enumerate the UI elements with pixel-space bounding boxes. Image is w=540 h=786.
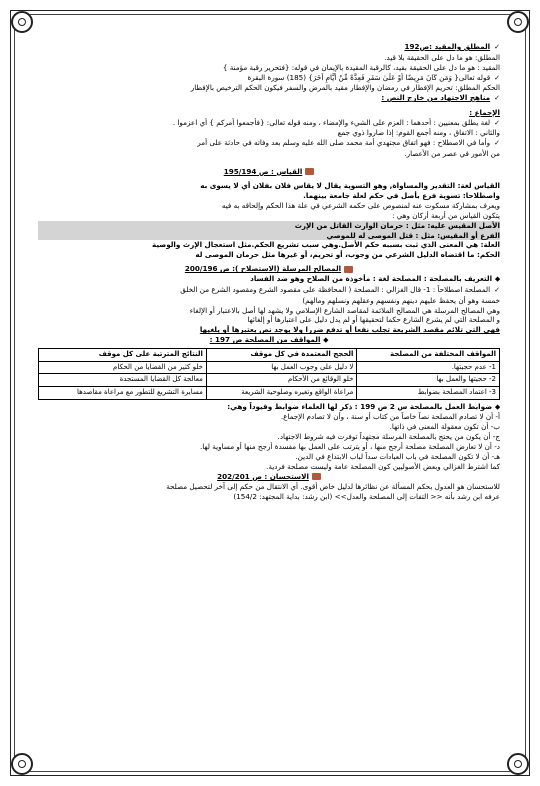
text-line [38,108,500,118]
line-text: و المصلحة التي لم يشرع الشارع حكما لتحقيقها أو لم يدل دليل على اعتبارها أو إلغائها [247,315,500,325]
line-text: خمسة وهو أن يحفظ عليهم دينهم ونفسهم وعقلهم ونسلهم ومالهم) [302,295,500,305]
book-icon [312,473,321,480]
table-cell: مراعاة الواقع وتغيره وصلوحية الشريعة [206,386,357,399]
check-icon: ✓ [494,94,500,103]
text-line [38,306,500,316]
text-line [38,128,500,138]
line-text: المصلحة اصطلاحاً : 1- قال الغزالي : المصلحة ( المحافظة على مقصود الشرع ومقصود الشرع من الخلق [180,284,491,294]
line-text: الحكم المطلق: تحريم الإفطار في رمضان والإفطار مقيد بالمرض والسفر فيكون الحكم الترخيص بالإفطار [190,83,500,93]
text-line [38,432,500,442]
table-cell: 3- اعتماد المصلحة بضوابط [357,386,500,399]
text-line [38,274,500,285]
line-text: المطلق والمقيد :ص192 [404,42,491,51]
corner-ornament [507,11,529,33]
table-cell: لا دليل على وجوب العمل بها [206,361,357,374]
line-text: ج- أن يكون من يحتج بالمصلحة المرسلة مجتهداً توفرت فيه شروط الاجتهاد. [277,432,500,442]
text-line [38,201,500,211]
book-icon [344,266,353,273]
spacer [38,159,500,167]
document-body [38,42,500,502]
text-line [38,181,500,191]
section-bottom [38,402,500,502]
text-line [38,63,500,73]
line-text: ضوابط العمل بالمصلحة س 2 ص 199 : ذكر لها العلماء ضوابط وقيوداً وهي: [227,401,493,411]
text-line [38,53,500,63]
line-text: الاستحسان : ص 202/201 [217,471,309,481]
text-line [38,83,500,93]
line-text: د- أن لا تعارض المصلحة مصلحة أرجح منها ، أو يترتب على العمل بها مفسدة أرجح منها أو مساوية لها. [200,442,500,452]
line-text: كما اشترط الغزالي وبعض الأصوليين كون المصلحة عامة وليست مصلحة فردية. [266,461,500,471]
table-row [39,386,500,399]
line-text: المواقف من المصلحة ص 197 : [209,335,321,345]
table-header-cell: الحجج المعتمدة في كل موقف [206,349,357,362]
text-line [38,462,500,472]
line-text: لغة يطلق بمعنيين : أحدهما : العزم على الشيء والإمضاء ، ومنه قوله تعالى: {فأجمعوا أمركم } أي اعزموا . [172,117,491,127]
line-text: مناهج الاجتهاد من خارج النص : [381,93,491,103]
text-line [38,73,500,84]
table-cell: خلو الوقائع من الأحكام [206,374,357,387]
text-line [38,315,500,325]
line-text: قوله تعالى{ وَمَن كَانَ مَرِيضًا أَوْ عَلَىٰ سَفَرٍ فَعِدَّةٌ مِّنْ أَيَّامٍ أُخَرَ} (185) سورة البقرة [247,72,491,82]
corner-ornament [11,11,33,33]
text-line [38,482,500,492]
table-header-row [39,349,500,362]
corner-ornament [11,753,33,775]
table-cell: معالجة كل القضايا المستجدة [39,374,207,387]
text-line [38,442,500,452]
text-line [38,412,500,422]
text-line [38,42,500,53]
table-header-cell: النتائج المترتبة على كل موقف [39,349,207,362]
line-text: وأما في الاصطلاح : فهو اتفاق مجتهدي أمة محمد صلى الله عليه وسلم بعد وفاته في حادثة على أمر [197,138,491,148]
check-icon: ✓ [494,139,500,148]
text-line [38,93,500,104]
text-line [38,285,500,296]
text-line [38,402,500,413]
line-text: المطلق: هو ما دل على الحقيقة بلا قيد. [384,52,500,62]
line-text: يتكون القياس من أربعة أركان وهي : [392,210,500,220]
text-line [38,167,500,177]
text-line [38,211,500,221]
line-text: وهي المصالح المرسلة هي المصالح الملائمة لمقاصد الشارع الإسلامي ولا يشهد لها أصل بالاعتبار أو الإلغاء [189,305,500,315]
line-text: للاستحسان هو العدول بحكم المسألة عن نظائرها لدليل خاص أقوى. أي الانتقال من حكم إلى آخر لتحصيل مصلحة [166,481,500,491]
line-text: واصطلاحا: تسوية فرع بأصل في حكم لعلة جامعة بينهما. [303,190,500,200]
line-text: الفرع أو المقيس: مثل : قتل الموصى له للموصي [326,230,500,240]
section-top [38,42,500,346]
text-line [38,325,500,335]
line-text: والثاني : الاتفاق ، ومنه أجمع القوم: إذا صاروا ذوي جمع [337,128,500,138]
line-text: الأصل المقيس عليه: مثل : حرمان الوارث القاتل من الإرث [294,220,500,230]
text-line [38,138,500,149]
corner-ornament [507,753,529,775]
text-line [38,452,500,462]
text-line [38,264,500,274]
text-line [38,240,500,250]
text-line [38,335,500,346]
line-text: التعريف بالمصلحة : المصلحة لغة : مأخوذة من الصلاح وهو ضد الفساد [250,274,493,284]
line-text: أ- أن لا تصادم المصلحة نصاً خاصاً من كتاب أو سنة ، وأن لا تصادم الإجماع. [280,412,500,422]
check-icon: ✓ [494,285,500,294]
text-line [38,296,500,306]
line-text: العلة: هي المعنى الذي ثبت بسببه حكم الأصل.وهي سبب تشريع الحكم.مثل استعجال الإرث والوصية [151,240,500,250]
line-text: الإجماع : [469,107,500,117]
line-text: القياس : ص 195/194 [223,166,303,176]
text-line [38,231,500,241]
table-header-cell: المواقف المختلفة من المصلحة [357,349,500,362]
line-text: عرفه ابن رشد بأنه << التفات إلى المصلحة والعدل>> (ابن رشد: بداية المجتهد: 154/2) [233,491,500,501]
line-text: المقيد : هو ما دل على الحقيقة بقيد، كالرقبة المقيدة بالإيمان في قوله: {فتحرير رقبة مؤمنة } [222,62,500,72]
line-text: من الأمور في عصر من الأعصار. [404,148,500,158]
text-line [38,422,500,432]
bullet-icon: ⬥ [323,336,329,345]
table-cell: 2- حجيتها والعمل بها [357,374,500,387]
line-text: الحكم: ما اقتضاه الدليل الشرعي من وجوب، أو تحريم، أو غيرها مثل حرمان الموصى له [195,250,500,260]
table-body [39,361,500,399]
bullet-icon: ⬥ [495,275,500,284]
text-line [38,472,500,482]
table-row [39,361,500,374]
text-line [38,492,500,502]
text-line [38,191,500,201]
text-line [38,118,500,129]
check-icon: ✓ [494,73,500,82]
line-text: ب- أن تكون معقولة المعنى في ذاتها. [389,422,500,432]
line-text: القياس لغة: التقدير والمساواة, وهو التسوية يقال لا يقاس فلان بفلان أي لا يسوى به [200,180,500,190]
text-line [38,250,500,260]
check-icon: ✓ [494,43,500,51]
table-cell: مسايرة التشريع للتطور مع مراعاة مقاصدها [39,386,207,399]
line-text: هـ- أن لا تكون المصلحة في باب العبادات سداً لباب الابتداع في الدين. [295,452,500,462]
line-text: المصالح المرسلة (الاستصلاح ): ص 200/196 [184,264,342,274]
positions-table [38,348,500,400]
check-icon: ✓ [494,118,500,127]
bullet-icon: ⬥ [495,402,500,411]
table-row [39,374,500,387]
line-text: ويعرف بمشاركة مسكوت عنه لمنصوص على حكمه الشرعي في علة هذا الحكم وإلحاقه به فيه [221,200,500,210]
line-text: فهي التي تلائم مقصد الشريعة تجلب نفعا أو تدفع ضررا ولا يوجد نص يعتبرها أو يلغيها [199,325,500,335]
text-line [38,221,500,231]
text-line [38,149,500,159]
table-cell: خلو كثير من القضايا من الحكام [39,361,207,374]
table-cell: 1- عدم حجيتها. [357,361,500,374]
book-icon [305,168,314,175]
